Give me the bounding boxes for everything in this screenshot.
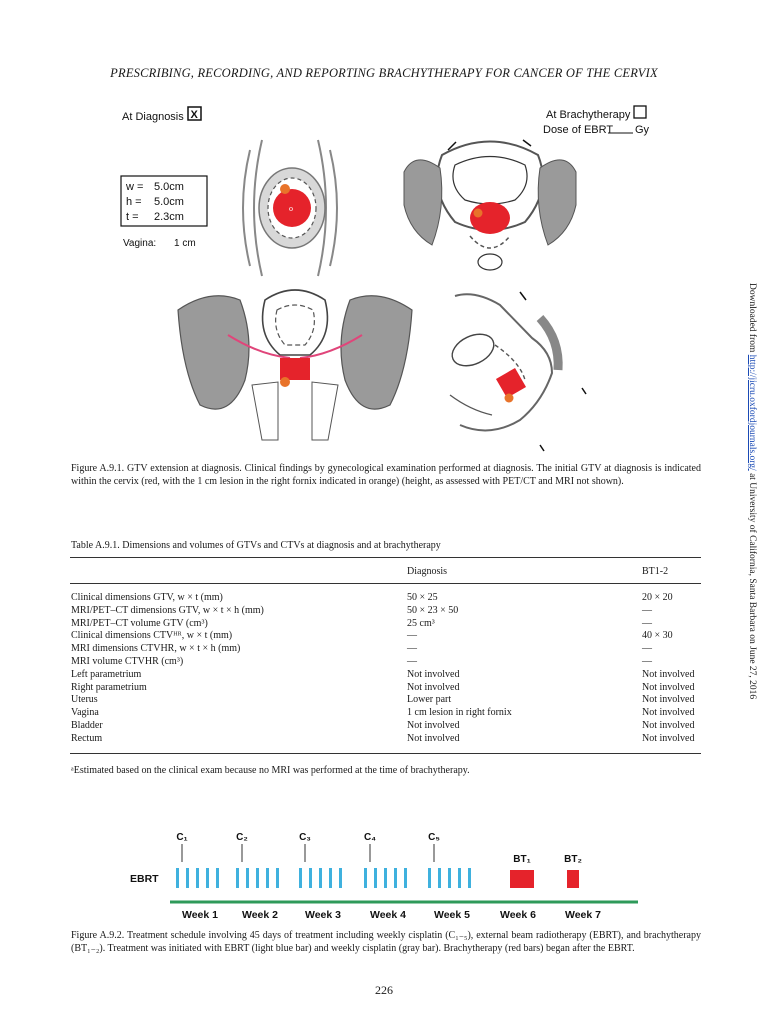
table-row — [71, 707, 701, 720]
row-bt: Not involved — [642, 732, 695, 744]
table-row — [71, 592, 701, 605]
bt-label: BT₁ — [513, 854, 531, 865]
ebrt-fraction — [196, 868, 199, 888]
dim-t-key: t = — [126, 211, 139, 223]
dose-unit: Gy — [635, 124, 650, 136]
ebrt-fraction — [256, 868, 259, 888]
row-bt: Not involved — [642, 681, 695, 693]
dimensions-table — [71, 566, 701, 746]
row-label: Uterus — [71, 694, 98, 706]
row-bt: 40 × 30 — [642, 630, 673, 642]
row-bt: Not involved — [642, 694, 695, 706]
row-label: Right parametrium — [71, 681, 147, 693]
row-bt: Not involved — [642, 707, 695, 719]
figure-a91 — [0, 0, 768, 460]
vagina-value: 1 cm — [174, 238, 196, 249]
bt-session-bar — [510, 870, 534, 888]
row-bt: — — [642, 643, 652, 655]
week-label: Week 7 — [565, 909, 601, 921]
row-diagnosis: Lower part — [407, 694, 452, 706]
ebrt-fraction — [309, 868, 312, 888]
figure2-caption: Figure A.9.2. Treatment schedule involving 45 days of treatment including weekly cisplatin (C₁₋₅), external beam radiotherapy (EBRT), and brachytherapy (BT₁₋₂). Treatment was initiated with EBRT (light blue bar) and weekly cisplatin (gray bar). Brachytherapy (red bars) began after the EBRT. — [71, 930, 701, 954]
dim-t-value: 2.3cm — [154, 211, 184, 223]
row-label: Bladder — [71, 719, 103, 731]
ebrt-fraction — [329, 868, 332, 888]
row-label: MRI volume CTVHR (cm³) — [71, 655, 184, 667]
table-bottom-rule — [70, 753, 701, 754]
row-label: MRI/PET–CT volume GTV (cm³) — [71, 617, 208, 629]
treatment-timeline — [0, 820, 768, 930]
ebrt-fraction — [468, 868, 471, 888]
row-diagnosis: 50 × 23 × 50 — [407, 604, 459, 616]
ebrt-label: EBRT — [130, 873, 159, 885]
row-label: MRI dimensions CTVHR, w × t × h (mm) — [71, 643, 241, 655]
dim-w-value: 5.0cm — [154, 181, 184, 193]
table-row — [71, 605, 701, 618]
row-bt: Not involved — [642, 719, 695, 731]
row-diagnosis: — — [407, 643, 417, 655]
cisplatin-label: C₃ — [299, 832, 311, 843]
row-diagnosis: Not involved — [407, 732, 460, 744]
ebrt-fraction — [266, 868, 269, 888]
table-row — [71, 618, 701, 631]
row-diagnosis: — — [407, 655, 417, 667]
week-label: Week 6 — [500, 909, 536, 921]
svg-text:o: o — [289, 204, 293, 213]
ebrt-fraction — [428, 868, 431, 888]
ebrt-fraction — [458, 868, 461, 888]
ebrt-fraction — [448, 868, 451, 888]
ebrt-fraction — [394, 868, 397, 888]
ebrt-fraction — [216, 868, 219, 888]
sagittal-view — [447, 292, 586, 451]
table-row — [71, 669, 701, 682]
ebrt-fraction — [176, 868, 179, 888]
bt-session-bar — [567, 870, 579, 888]
row-bt: — — [642, 604, 652, 616]
download-suffix: at University of California, Santa Barbara on June 27, 2016 — [747, 470, 757, 700]
brachy-checkbox — [634, 106, 646, 118]
ebrt-fraction — [236, 868, 239, 888]
row-diagnosis: Not involved — [407, 681, 460, 693]
week-label: Week 3 — [305, 909, 341, 921]
ebrt-fraction — [384, 868, 387, 888]
speculum-view — [243, 140, 337, 276]
cisplatin-label: C₄ — [364, 832, 376, 843]
row-diagnosis: 25 cm³ — [407, 617, 435, 629]
table-footnote: ᵃEstimated based on the clinical exam because no MRI was performed at the time of brachytherapy. — [71, 765, 470, 776]
table-row — [71, 656, 701, 669]
ebrt-fraction — [374, 868, 377, 888]
ebrt-fraction — [276, 868, 279, 888]
dose-label: Dose of EBRT — [543, 124, 614, 136]
ebrt-fraction — [339, 868, 342, 888]
download-notice — [743, 283, 763, 743]
week-label: Week 1 — [182, 909, 218, 921]
page-number: 226 — [375, 983, 393, 997]
running-header: PRESCRIBING, RECORDING, AND REPORTING BRACHYTHERAPY FOR CANCER OF THE CERVIX — [110, 66, 658, 80]
row-diagnosis: 50 × 25 — [407, 592, 438, 603]
row-bt: — — [642, 617, 652, 629]
figure-a92 — [0, 820, 768, 930]
row-bt: Not involved — [642, 668, 695, 680]
table-header-row — [71, 566, 701, 582]
row-bt: — — [642, 655, 652, 667]
journal-link[interactable]: http://jicru.oxfordjournals.org/ — [747, 354, 757, 471]
at-brachytherapy-label: At Brachytherapy — [546, 109, 631, 121]
figure1-caption: Figure A.9.1. GTV extension at diagnosis. Clinical findings by gynecological examination performed at diagnosis. The initial GTV at diagnosis is indicated within the cervix (red, with the 1 cm lesion in the right fornix indicated in orange) (height, as assessed with PET/CT and MRI not shown). — [71, 463, 701, 487]
dim-h-value: 5.0cm — [154, 196, 184, 208]
table-row — [71, 720, 701, 733]
table-row — [71, 630, 701, 643]
row-label: Vagina — [71, 707, 99, 719]
ebrt-fraction — [438, 868, 441, 888]
header-cell — [71, 566, 407, 582]
table-row — [71, 694, 701, 707]
transverse-view — [404, 140, 576, 270]
row-label: Clinical dimensions GTV, w × t (mm) — [71, 592, 223, 603]
vagina-label: Vagina: — [123, 238, 157, 249]
row-bt: 20 × 20 — [642, 592, 673, 603]
ebrt-fraction — [206, 868, 209, 888]
row-diagnosis: Not involved — [407, 668, 460, 680]
download-prefix: Downloaded from — [747, 283, 757, 355]
dim-w-key: w = — [126, 181, 144, 193]
bt-label: BT₂ — [564, 854, 582, 865]
ebrt-fraction — [364, 868, 367, 888]
ebrt-fraction — [319, 868, 322, 888]
row-label: Clinical dimensions CTVᴴᴿ, w × t (mm) — [71, 630, 233, 642]
row-diagnosis: — — [407, 630, 417, 642]
header-cell-diagnosis: Diagnosis — [407, 566, 447, 577]
row-label: Rectum — [71, 732, 103, 744]
week-label: Week 4 — [370, 909, 406, 921]
table-row — [71, 682, 701, 695]
ebrt-fraction — [186, 868, 189, 888]
row-diagnosis: Not involved — [407, 719, 460, 731]
cisplatin-label: C₂ — [236, 832, 248, 843]
dim-h-key: h = — [126, 196, 142, 208]
anatomy-diagrams — [0, 0, 768, 460]
diagnosis-check-mark: X — [190, 109, 198, 121]
header-cell-bt: BT1-2 — [642, 566, 669, 577]
week-label: Week 5 — [434, 909, 470, 921]
ebrt-fraction — [404, 868, 407, 888]
cisplatin-label: C₁ — [176, 832, 188, 843]
table-row — [71, 733, 701, 746]
coronal-view — [178, 290, 412, 440]
ebrt-fraction — [299, 868, 302, 888]
week-label: Week 2 — [242, 909, 278, 921]
ebrt-fraction — [246, 868, 249, 888]
table-row — [71, 643, 701, 656]
row-diagnosis: 1 cm lesion in right fornix — [407, 707, 512, 719]
at-diagnosis-label: At Diagnosis — [122, 111, 184, 123]
row-label: Left parametrium — [71, 668, 142, 680]
table-title: Table A.9.1. Dimensions and volumes of GTVs and CTVs at diagnosis and at brachytherapy — [71, 540, 441, 551]
table-top-rule — [70, 557, 701, 558]
row-label: MRI/PET–CT dimensions GTV, w × t × h (mm) — [71, 604, 264, 616]
cisplatin-label: C₅ — [428, 832, 440, 843]
